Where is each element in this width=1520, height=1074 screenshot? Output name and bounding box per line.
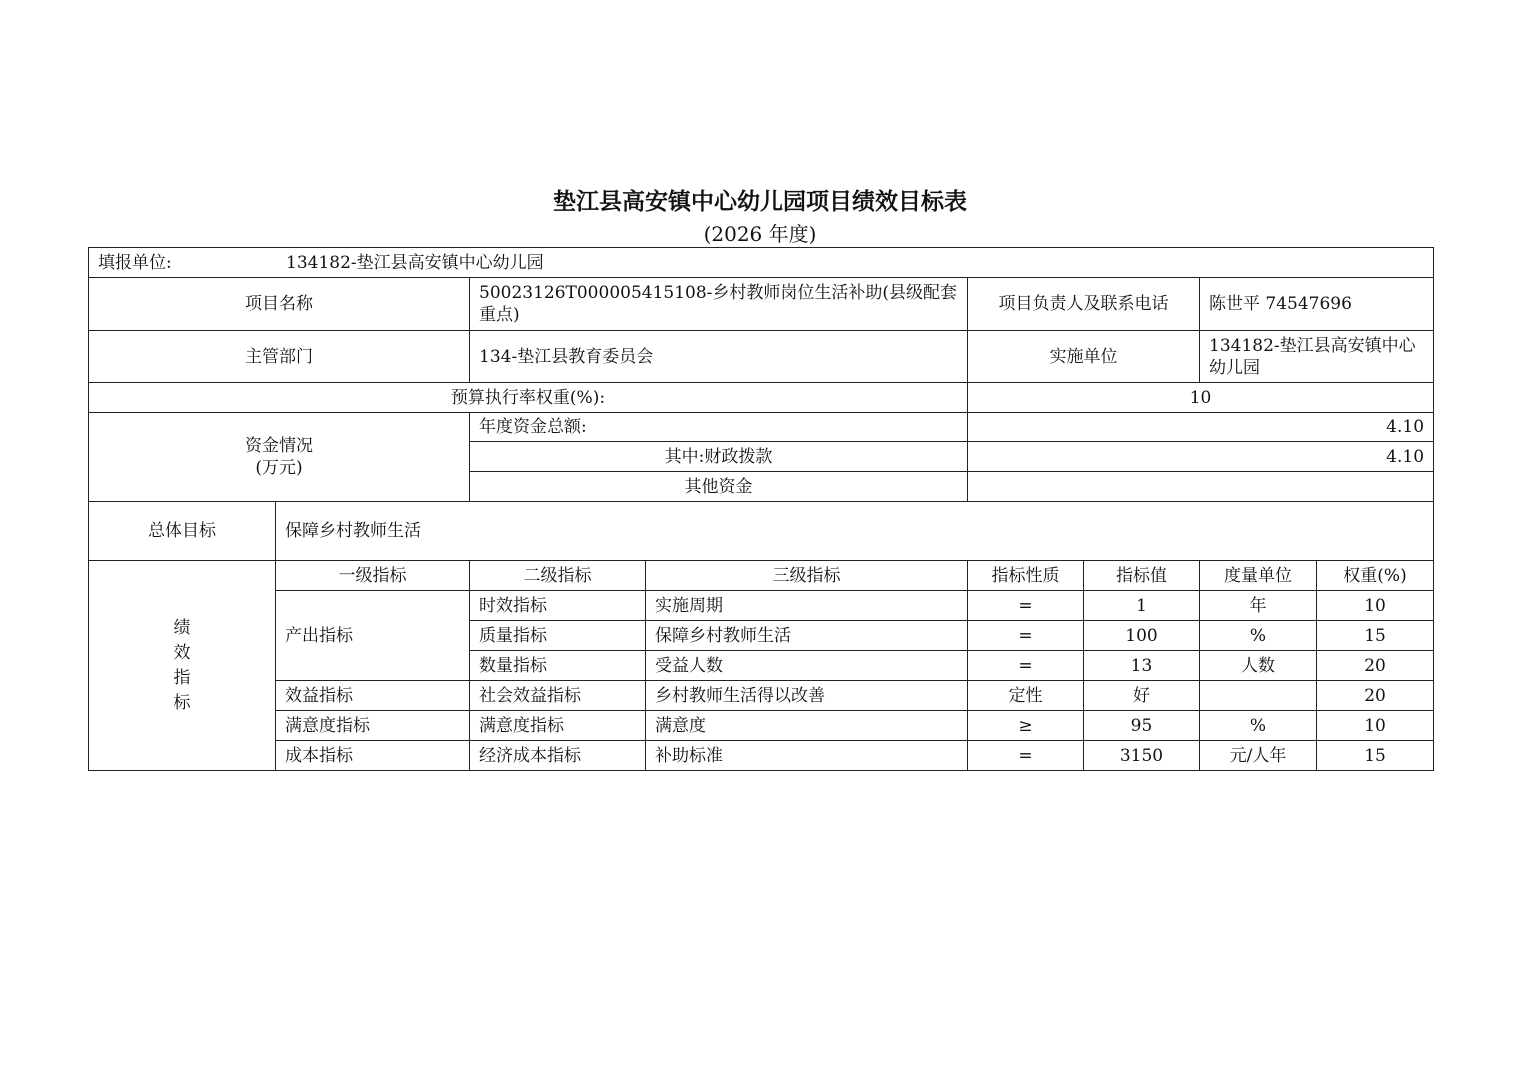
report-unit-label: 填报单位: — [98, 252, 172, 273]
row-weight: 15 — [1317, 621, 1434, 651]
implementing-unit-label: 实施单位 — [968, 331, 1200, 383]
row-level2: 时效指标 — [470, 591, 646, 621]
report-unit-value: 134182-垫江县高安镇中心幼儿园 — [286, 252, 544, 273]
overall-goal-label: 总体目标 — [89, 502, 276, 561]
indicator-side-char: 效 — [173, 642, 191, 663]
row-weight: 20 — [1317, 651, 1434, 681]
page-title: 垫江县高安镇中心幼儿园项目绩效目标表 — [553, 189, 967, 215]
row-nature: 定性 — [968, 681, 1084, 711]
funds-total-label: 年度资金总额: — [470, 413, 968, 442]
funds-total-value: 4.10 — [968, 413, 1434, 442]
row-level1: 满意度指标 — [276, 711, 470, 741]
row-unit — [1200, 681, 1317, 711]
row-level3: 受益人数 — [646, 651, 968, 681]
indicator-side-char: 指 — [173, 667, 191, 688]
row-value: 100 — [1084, 621, 1200, 651]
row-unit: 年 — [1200, 591, 1317, 621]
row-nature: = — [968, 621, 1084, 651]
row-level2: 经济成本指标 — [470, 741, 646, 771]
funds-fiscal-value: 4.10 — [968, 442, 1434, 472]
funds-other-label: 其他资金 — [470, 472, 968, 502]
row-unit: % — [1200, 621, 1317, 651]
department-row — [89, 331, 1434, 383]
header-level1: 一级指标 — [276, 561, 470, 591]
table-row — [89, 741, 1434, 771]
project-contact-value: 陈世平 74547696 — [1200, 278, 1434, 331]
funds-label-line1: 资金情况 — [245, 436, 313, 456]
indicator-side-char: 标 — [173, 692, 191, 713]
header-nature: 指标性质 — [968, 561, 1084, 591]
budget-rate-value: 10 — [968, 383, 1434, 413]
row-unit: % — [1200, 711, 1317, 741]
report-unit-row — [89, 248, 1434, 278]
row-unit: 人数 — [1200, 651, 1317, 681]
project-name-label: 项目名称 — [89, 278, 470, 331]
budget-rate-label: 预算执行率权重(%): — [89, 383, 968, 413]
indicator-side-label — [89, 561, 276, 771]
row-nature: = — [968, 651, 1084, 681]
row-level2: 社会效益指标 — [470, 681, 646, 711]
funds-label — [89, 413, 470, 502]
row-level1: 成本指标 — [276, 741, 470, 771]
overall-goal-value: 保障乡村教师生活 — [276, 502, 1434, 561]
header-level2: 二级指标 — [470, 561, 646, 591]
overall-goal-row — [89, 502, 1434, 561]
budget-rate-row — [89, 383, 1434, 413]
row-weight: 20 — [1317, 681, 1434, 711]
row-value: 1 — [1084, 591, 1200, 621]
performance-target-table — [88, 247, 1434, 771]
row-level3: 补助标准 — [646, 741, 968, 771]
row-value: 95 — [1084, 711, 1200, 741]
header-weight: 权重(%) — [1317, 561, 1434, 591]
row-weight: 10 — [1317, 591, 1434, 621]
row-level3: 保障乡村教师生活 — [646, 621, 968, 651]
table-row — [89, 711, 1434, 741]
row-value: 3150 — [1084, 741, 1200, 771]
table-row — [89, 681, 1434, 711]
row-nature: = — [968, 591, 1084, 621]
row-value: 好 — [1084, 681, 1200, 711]
row-value: 13 — [1084, 651, 1200, 681]
row-level3: 乡村教师生活得以改善 — [646, 681, 968, 711]
funds-other-value — [968, 472, 1434, 502]
report-unit-cell — [89, 248, 1434, 278]
row-level1: 效益指标 — [276, 681, 470, 711]
row-weight: 10 — [1317, 711, 1434, 741]
header-unit: 度量单位 — [1200, 561, 1317, 591]
header-value: 指标值 — [1084, 561, 1200, 591]
funds-total-row — [89, 413, 1434, 442]
page-subtitle: (2026 年度) — [703, 222, 817, 246]
row-level3: 实施周期 — [646, 591, 968, 621]
department-value: 134-垫江县教育委员会 — [470, 331, 968, 383]
project-name-row — [89, 278, 1434, 331]
table-row — [89, 591, 1434, 621]
row-weight: 15 — [1317, 741, 1434, 771]
implementing-unit-value: 134182-垫江县高安镇中心幼儿园 — [1200, 331, 1434, 383]
row-level3: 满意度 — [646, 711, 968, 741]
project-contact-label: 项目负责人及联系电话 — [968, 278, 1200, 331]
row-level2: 数量指标 — [470, 651, 646, 681]
indicator-header-row — [89, 561, 1434, 591]
row-level2: 质量指标 — [470, 621, 646, 651]
funds-label-line2: (万元) — [255, 458, 303, 478]
row-level1: 产出指标 — [276, 591, 470, 681]
header-level3: 三级指标 — [646, 561, 968, 591]
row-level2: 满意度指标 — [470, 711, 646, 741]
row-nature: ≥ — [968, 711, 1084, 741]
project-name-value: 50023126T000005415108-乡村教师岗位生活补助(县级配套重点) — [470, 278, 968, 331]
row-nature: = — [968, 741, 1084, 771]
funds-fiscal-label: 其中:财政拨款 — [470, 442, 968, 472]
department-label: 主管部门 — [89, 331, 470, 383]
indicator-side-char: 绩 — [173, 617, 191, 638]
row-unit: 元/人年 — [1200, 741, 1317, 771]
